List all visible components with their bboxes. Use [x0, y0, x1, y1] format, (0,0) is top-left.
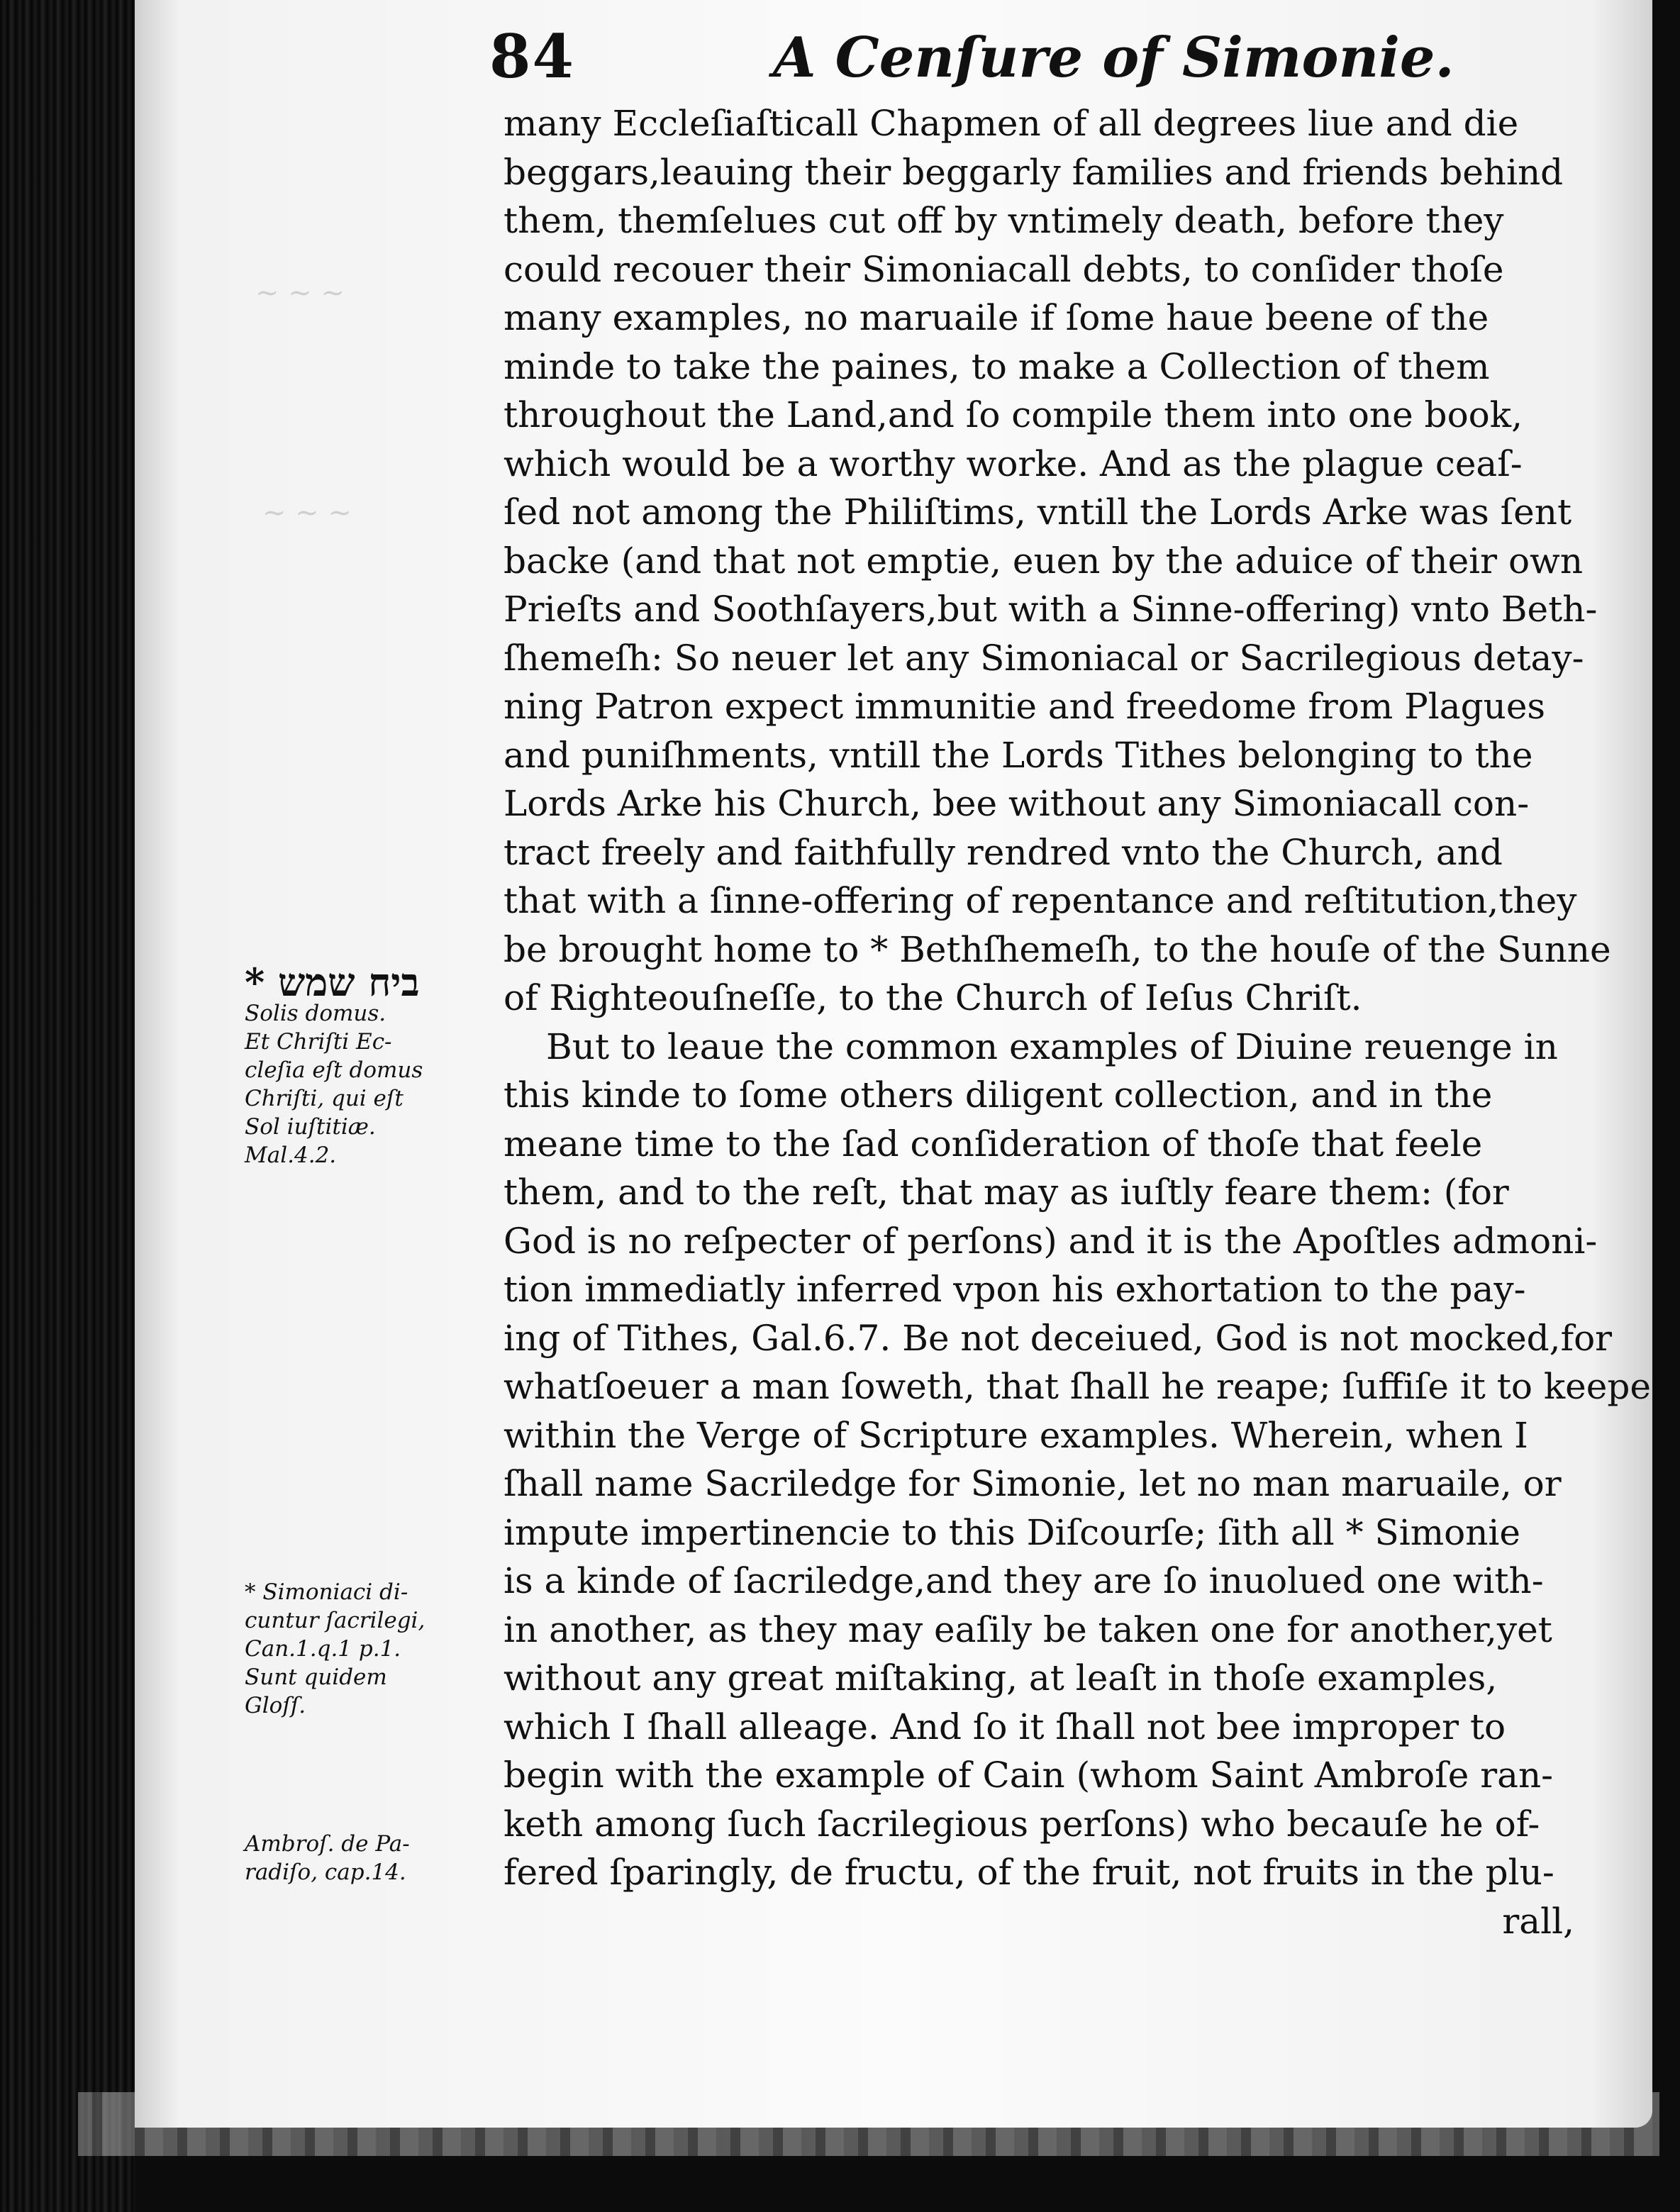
- marginal-note-bethshemesh: [245, 960, 479, 1169]
- note-line: cleſia eſt domus: [245, 1057, 423, 1083]
- note-line: Et Chriſti Ec-: [245, 1029, 392, 1055]
- running-header: [489, 21, 1581, 99]
- running-title: A Cenſure of Simonie.: [773, 26, 1454, 90]
- text-line: ning Patron expect immunitie and freedome from Plagues: [504, 686, 1546, 727]
- text-line: But to leaue the common examples of Diuine reuenge in: [546, 1026, 1558, 1067]
- text-line: keth among ſuch ſacrilegious perſons) who becauſe he of-: [504, 1803, 1540, 1845]
- text-line: that with a ſinne-offering of repentance and reſtitution,they: [504, 880, 1577, 921]
- text-line: could recouer their Simoniacall debts, to conſider thoſe: [504, 248, 1504, 290]
- text-line: of Righteouſneſſe, to the Church of Ieſus Chriſt.: [504, 977, 1362, 1018]
- hebrew-gloss: * ביח שמש: [245, 960, 420, 1005]
- text-line: ſhemeſh: So neuer let any Simoniacal or Sacrilegious detay-: [504, 637, 1584, 679]
- text-line: within the Verge of Scripture examples. Wherein, when I: [504, 1414, 1528, 1456]
- text-line: many examples, no maruaile if ſome haue beene of the: [504, 297, 1489, 338]
- note-line: cuntur ſacrilegi,: [245, 1608, 425, 1633]
- marginal-note-ambrose: [245, 1830, 479, 1886]
- text-line: in another, as they may eaſily be taken one for another,yet: [504, 1608, 1552, 1650]
- note-line: * Simoniaci di-: [245, 1579, 408, 1605]
- bleed-through-mark: ~ ~ ~: [255, 277, 345, 309]
- text-line: is a kinde of ſacriledge,and they are ſo inuolued one with-: [504, 1560, 1544, 1601]
- text-line: impute impertinencie to this Diſcourſe; ſith all * Simonie: [504, 1511, 1521, 1553]
- text-line: ing of Tithes, Gal.6.7. Be not deceiued, God is not mocked,for: [504, 1317, 1613, 1359]
- text-line: fered ſparingly, de fructu, of the fruit, not fruits in the plu-: [504, 1852, 1554, 1893]
- note-line: radiſo, cap.14.: [245, 1860, 406, 1885]
- text-line: minde to take the paines, to make a Collection of them: [504, 345, 1490, 387]
- text-line: which would be a worthy worke. And as the plague ceaſ-: [504, 443, 1523, 484]
- note-line: Can.1.q.1 p.1.: [245, 1636, 401, 1662]
- note-line: Ambroſ. de Pa-: [245, 1831, 410, 1857]
- note-line: Chriſti, qui eſt: [245, 1086, 404, 1111]
- text-line: and puniſhments, vntill the Lords Tithes belonging to the: [504, 734, 1533, 776]
- text-line: backe (and that not emptie, euen by the aduice of their own: [504, 540, 1584, 582]
- text-line: this kinde to ſome others diligent collection, and in the: [504, 1074, 1493, 1116]
- text-line: whatſoeuer a man ſoweth, that ſhall he reape; ſuffiſe it to keepe: [504, 1366, 1651, 1407]
- text-line: be brought home to * Bethſhemeſh, to the houſe of the Sunne: [504, 928, 1611, 970]
- text-line: God is no reſpecter of perſons) and it is the Apoſtles admoni-: [504, 1220, 1598, 1262]
- bleed-through-mark: ~ ~ ~: [262, 496, 352, 529]
- text-line: ſed not among the Philiſtims, vntill the Lords Arke was ſent: [504, 491, 1572, 533]
- text-line: meane time to the ſad conſideration of thoſe that feele: [504, 1123, 1483, 1165]
- text-line: ſhall name Sacriledge for Simonie, let no man maruaile, or: [504, 1463, 1562, 1504]
- text-line: them, themſelues cut off by vntimely death, before they: [504, 200, 1504, 241]
- note-line: Mal.4.2.: [245, 1143, 337, 1168]
- text-line: tract freely and faithfully rendred vnto the Church, and: [504, 831, 1503, 873]
- text-line: them, and to the reſt, that may as iuſtly feare them: (for: [504, 1172, 1509, 1213]
- text-line: which I ſhall alleage. And ſo it ſhall not bee improper to: [504, 1706, 1506, 1747]
- text-line: many Eccleſiaſticall Chapmen of all degrees liue and die: [504, 103, 1519, 144]
- text-line: Prieſts and Soothſayers,but with a Sinne-offering) vnto Beth-: [504, 589, 1598, 630]
- text-line: without any great miſtaking, at leaſt in thoſe examples,: [504, 1657, 1498, 1699]
- note-line: Solis domus.: [245, 1001, 386, 1026]
- text-line: begin with the example of Cain (whom Saint Ambroſe ran-: [504, 1755, 1554, 1796]
- note-line: Sol iuſtitiæ.: [245, 1114, 376, 1140]
- text-line: throughout the Land,and ſo compile them into one book,: [504, 394, 1523, 435]
- note-line: Gloſſ.: [245, 1693, 306, 1718]
- text-line: Lords Arke his Church, bee without any Simoniacall con-: [504, 783, 1530, 824]
- note-line: Sunt quidem: [245, 1664, 387, 1690]
- catchword: rall,: [1502, 1900, 1574, 1942]
- main-text-block: [504, 99, 1651, 1945]
- marginal-note-simoniaci: [245, 1578, 479, 1720]
- book-binding: [0, 0, 135, 2212]
- page-number: 84: [489, 21, 575, 91]
- text-line: beggars,leauing their beggarly families and friends behind: [504, 151, 1564, 193]
- text-line: tion immediatly inferred vpon his exhortation to the pay-: [504, 1269, 1526, 1310]
